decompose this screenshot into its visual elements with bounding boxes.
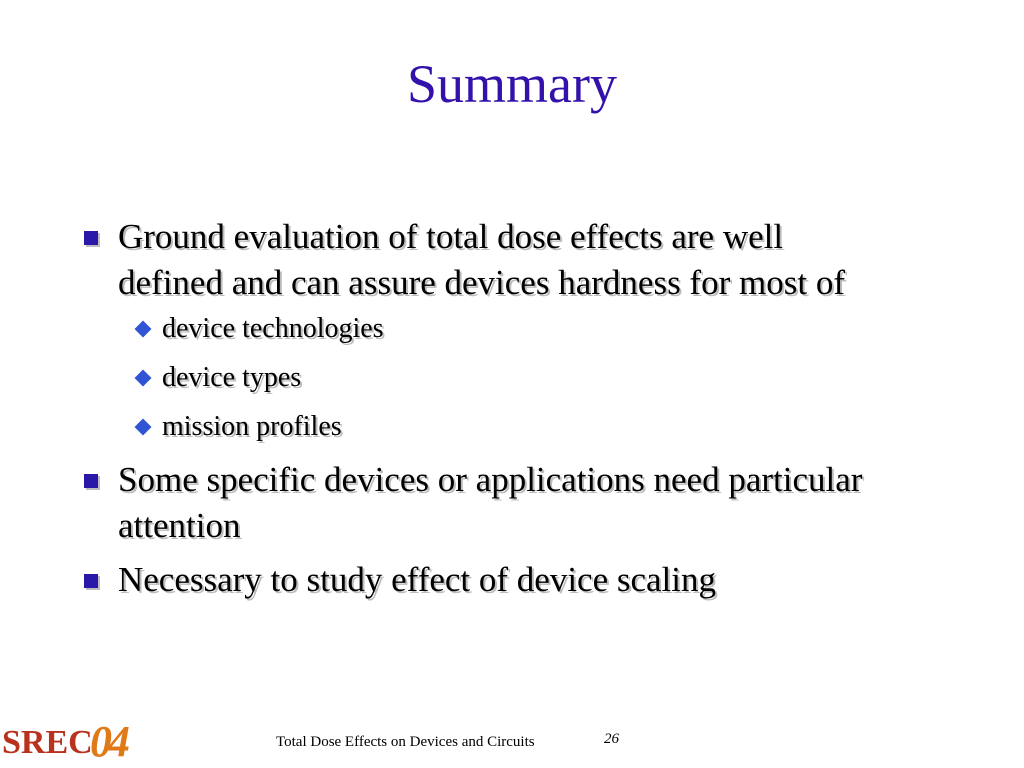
square-bullet-icon <box>84 231 98 245</box>
diamond-bullet-icon <box>135 419 152 436</box>
sub-bullet-text: device types <box>162 362 302 393</box>
slide-title: Summary <box>407 54 617 114</box>
page-number: 26 <box>604 731 619 747</box>
bullet-item-3 <box>80 557 980 603</box>
sub-bullet-item <box>80 310 980 348</box>
bullet-text-line: attention <box>118 506 241 545</box>
logo-year: 04 <box>90 717 126 766</box>
footer-text: Total Dose Effects on Devices and Circuits <box>276 734 535 750</box>
bullet-text-line: Ground evaluation of total dose effects are well <box>118 217 784 256</box>
sub-bullet-item <box>80 359 980 397</box>
bullet-item-1 <box>80 214 980 306</box>
square-bullet-icon <box>84 574 98 588</box>
srec-logo <box>0 716 170 766</box>
bullet-list <box>80 214 980 607</box>
diamond-bullet-icon <box>135 370 152 387</box>
bullet-item-2 <box>80 457 980 549</box>
sub-bullet-text: device technologies <box>162 313 384 344</box>
bullet-text-line: Necessary to study effect of device scaling <box>118 560 717 599</box>
logo-text: SREC <box>2 724 93 761</box>
bullet-text-line: defined and can assure devices hardness for most of <box>118 263 845 302</box>
square-bullet-icon <box>84 474 98 488</box>
sub-bullet-text: mission profiles <box>162 411 342 442</box>
bullet-text-line: Some specific devices or applications need particular <box>118 460 863 499</box>
sub-bullet-item <box>80 408 980 446</box>
diamond-bullet-icon <box>135 321 152 338</box>
